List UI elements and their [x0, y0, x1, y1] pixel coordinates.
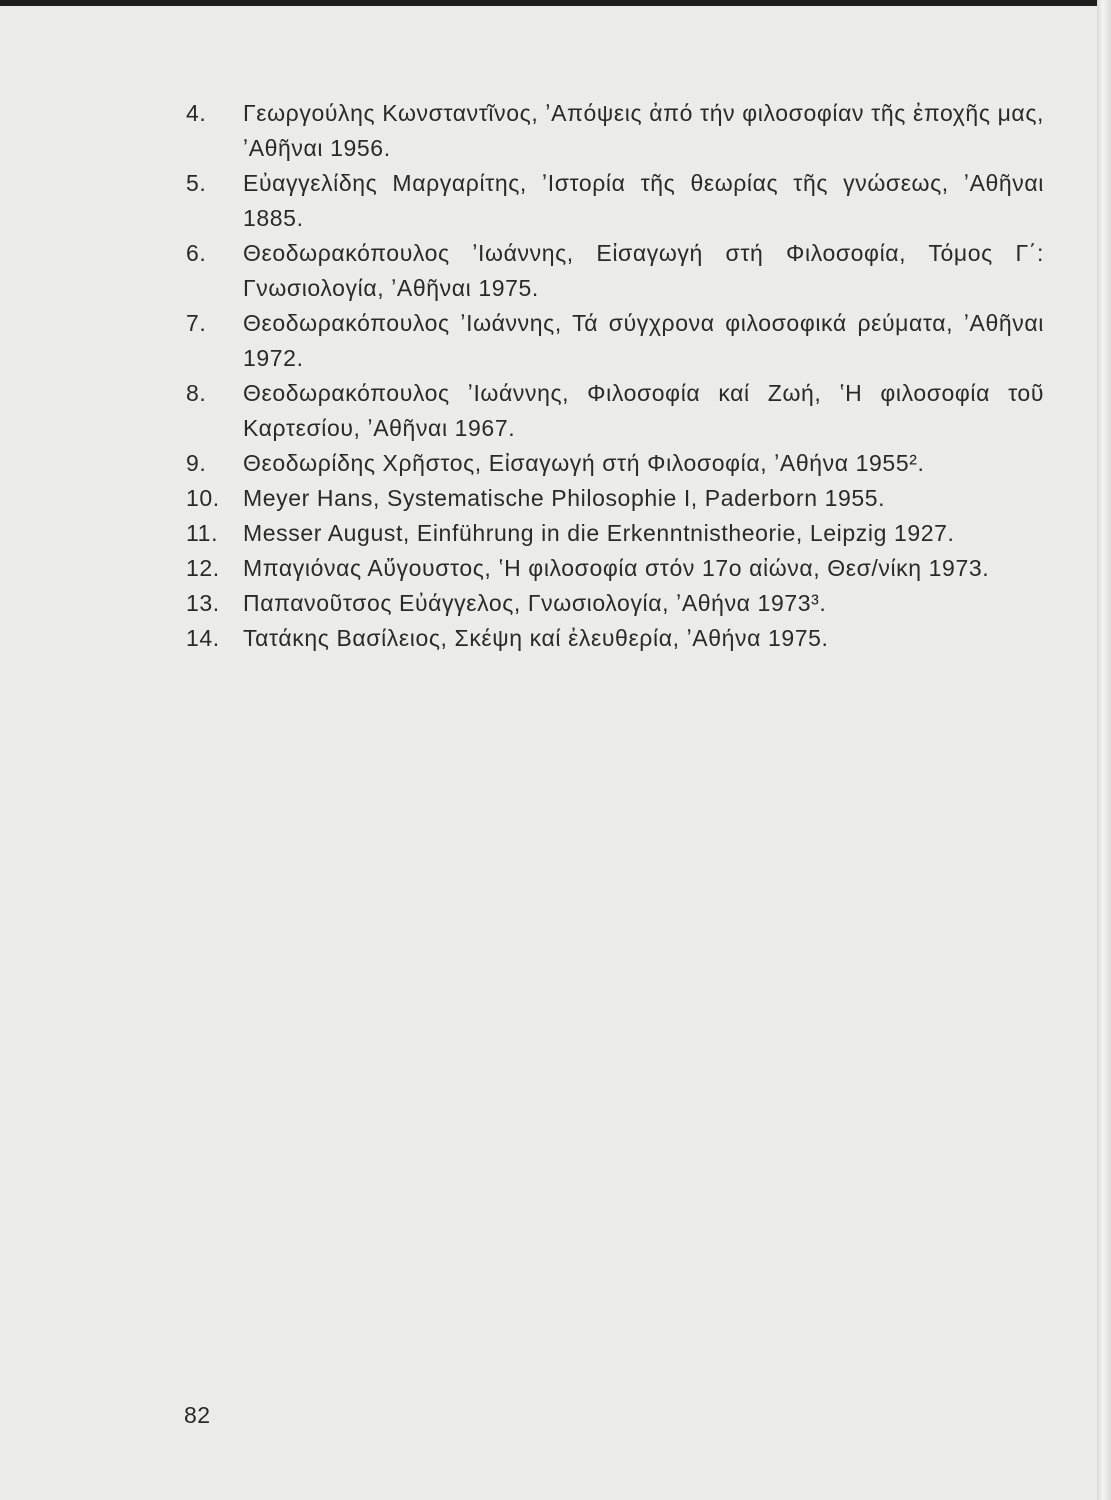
reference-item — [186, 306, 1044, 376]
reference-text: Τατάκης Βασίλειος, Σκέψη καί ἐλευθερία, ʼΑθήνα 1975. — [243, 625, 829, 651]
reference-text: Meyer Hans, Systematische Philosophie I, Paderborn 1955. — [243, 485, 886, 511]
reference-item — [186, 586, 1044, 621]
reference-text: Μπαγιόνας Αὔγουστος, ʽΗ φιλοσοφία στόν 17ο αἰώνα, Θεσ/νίκη 1973. — [243, 555, 990, 581]
page-number: 82 — [184, 1402, 211, 1428]
reference-item — [186, 96, 1044, 166]
reference-item — [186, 621, 1044, 656]
reference-text: Γεωργούλης Κωνσταντῖνος, ʼΑπόψεις ἀπό τήν φιλοσοφίαν τῆς ἐποχῆς μας, ʼΑθῆναι 1956. — [243, 100, 1044, 161]
reference-item — [186, 236, 1044, 306]
reference-number: 5. — [186, 170, 207, 196]
reference-text: Παπανοῦτσος Εὐάγγελος, Γνωσιολογία, ʼΑθήνα 1973³. — [243, 590, 827, 616]
reference-number: 12. — [186, 555, 220, 581]
reference-number: 6. — [186, 240, 207, 266]
reference-item — [186, 376, 1044, 446]
page-gutter-edge — [1097, 0, 1111, 1500]
reference-text: Θεοδωρίδης Χρῆστος, Εἰσαγωγή στή Φιλοσοφία, ʼΑθήνα 1955². — [243, 450, 925, 476]
reference-text: Θεοδωρακόπουλος ʼΙωάννης, Τά σύγχρονα φιλοσοφικά ρεύματα, ʼΑθῆναι 1972. — [243, 310, 1044, 371]
bibliography-list — [186, 96, 1044, 656]
reference-item — [186, 446, 1044, 481]
reference-item — [186, 166, 1044, 236]
reference-number: 14. — [186, 625, 220, 651]
reference-text: Messer August, Einführung in die Erkenntnistheorie, Leipzig 1927. — [243, 520, 955, 546]
reference-number: 10. — [186, 485, 220, 511]
reference-text: Εὐαγγελίδης Μαργαρίτης, ʼΙστορία τῆς θεωρίας τῆς γνώσεως, ʼΑθῆναι 1885. — [243, 170, 1044, 231]
reference-number: 11. — [186, 520, 219, 546]
reference-number: 4. — [186, 100, 207, 126]
reference-number: 9. — [186, 450, 207, 476]
reference-text: Θεοδωρακόπουλος ʼΙωάννης, Εἰσαγωγή στή Φιλοσοφία, Τόμος Γ΄: Γνωσιολογία, ʼΑθῆναι 1975. — [243, 240, 1044, 301]
reference-item — [186, 551, 1044, 586]
scan-top-edge — [0, 0, 1111, 6]
reference-item — [186, 516, 1044, 551]
reference-number: 7. — [186, 310, 207, 336]
reference-text: Θεοδωρακόπουλος ʼΙωάννης, Φιλοσοφία καί Ζωή, ʽΗ φιλοσοφία τοῦ Καρτεσίου, ʼΑθῆναι 1967. — [243, 380, 1044, 441]
reference-number: 13. — [186, 590, 220, 616]
reference-item — [186, 481, 1044, 516]
reference-number: 8. — [186, 380, 207, 406]
